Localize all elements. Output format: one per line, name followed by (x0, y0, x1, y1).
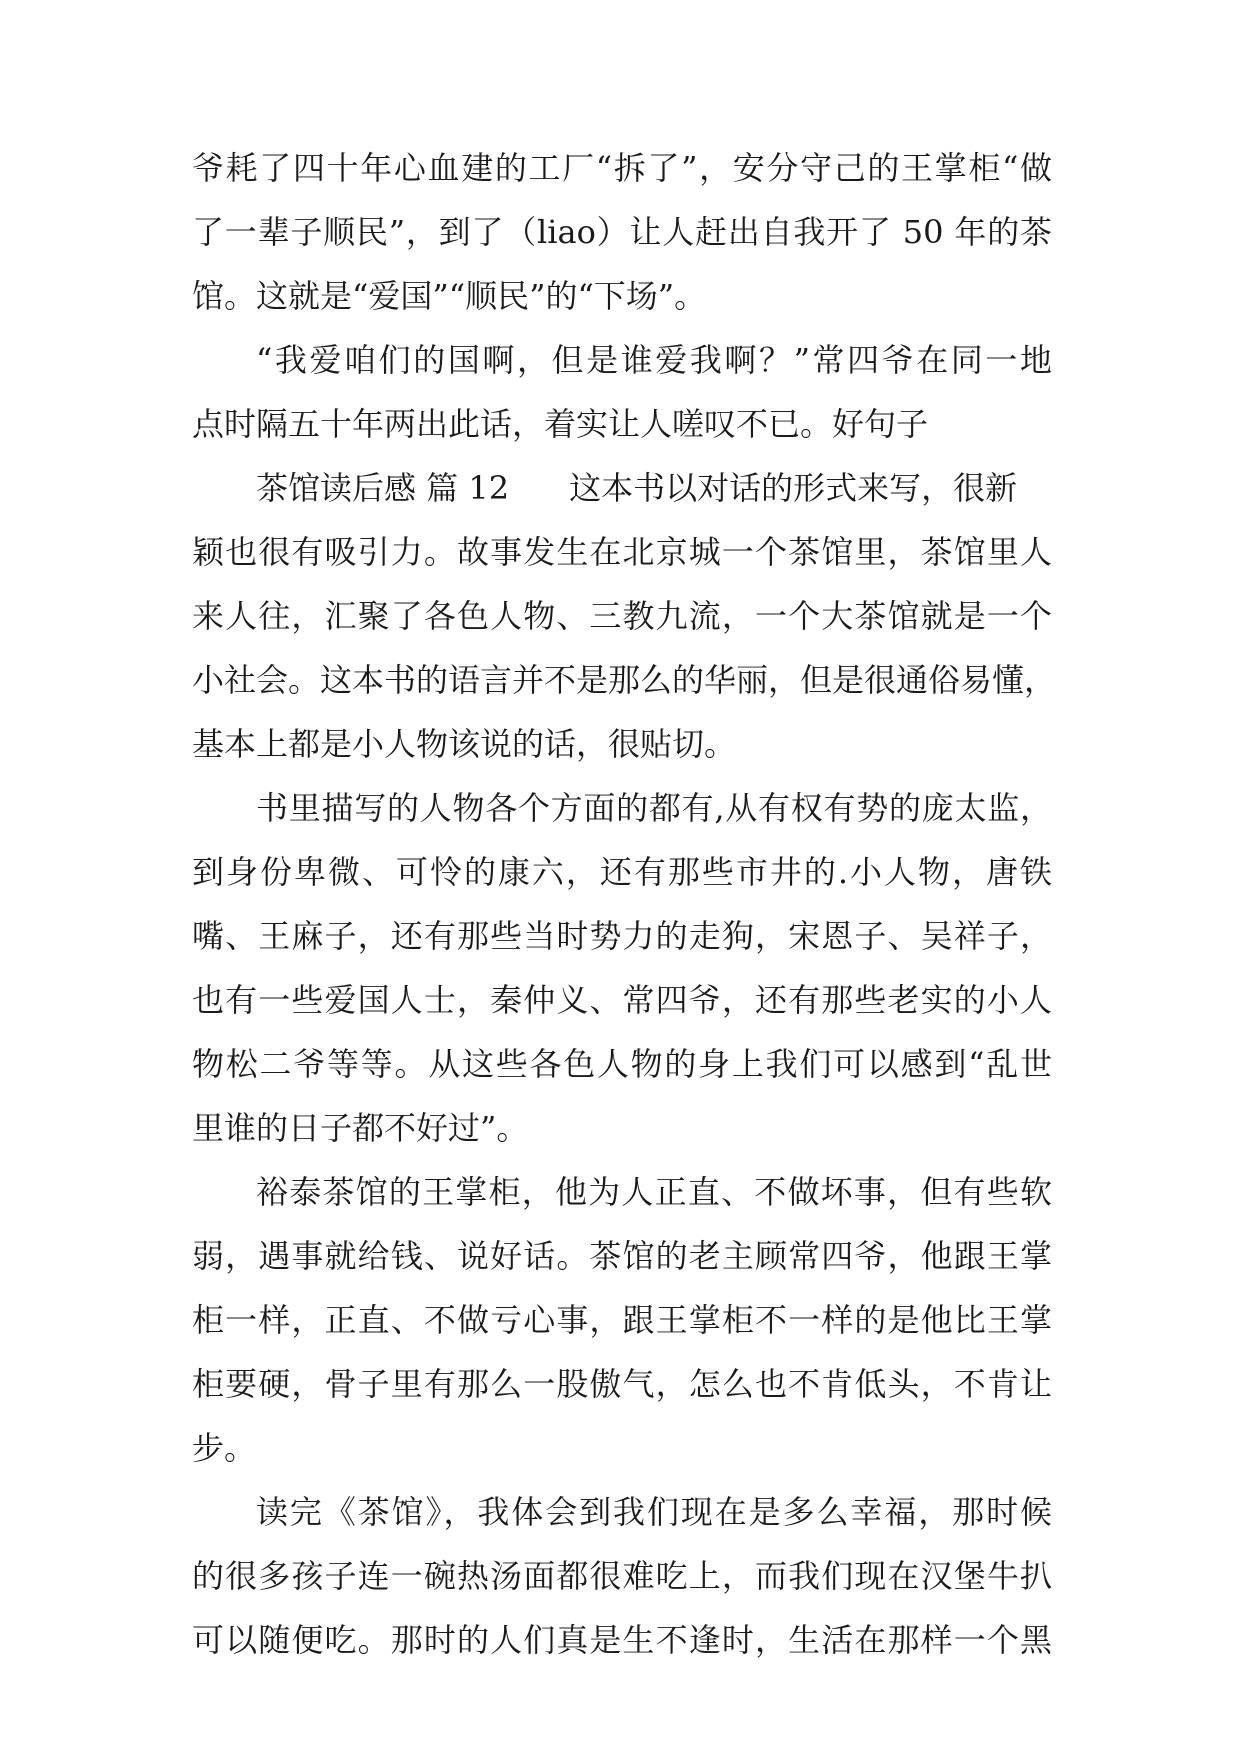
text-line: 物松二爷等等。从这些各色人物的身上我们可以感到“乱世 (192, 1045, 1052, 1083)
text-line: 柜要硬，骨子里有那么一股傲气，怎么也不肯低头，不肯让 (192, 1365, 1052, 1403)
text-line: 嘴、王麻子，还有那些当时势力的走狗，宋恩子、吴祥子， (192, 917, 1052, 955)
text-line: 点时隔五十年两出此话，着实让人嗟叹不已。好句子 (192, 405, 929, 443)
paragraph-first-line: 书里描写的人物各个方面的都有,从有权有势的庞太监， (256, 789, 1052, 827)
text-line: 到身份卑微、可怜的康六，还有那些市井的.小人物，唐铁 (192, 853, 1052, 891)
text-line: 也有一些爱国人士，秦仲义、常四爷，还有那些老实的小人 (192, 981, 1052, 1019)
paragraph-first-line: 读完《茶馆》，我体会到我们现在是多么幸福，那时候 (256, 1493, 1052, 1531)
text-line: 柜一样，正直、不做亏心事，跟王掌柜不一样的是他比王掌 (192, 1301, 1052, 1339)
text-line: 可以随便吃。那时的人们真是生不逢时，生活在那样一个黑 (192, 1621, 1052, 1659)
section-heading: 茶馆读后感 篇 12 (256, 469, 510, 507)
text-line: 步。 (192, 1429, 257, 1467)
text-line: 馆。这就是“爱国”“顺民”的“下场”。 (192, 277, 707, 315)
text-line: 小社会。这本书的语言并不是那么的华丽，但是很通俗易懂， (192, 661, 1057, 699)
text-line: 颖也很有吸引力。故事发生在北京城一个茶馆里，茶馆里人 (192, 533, 1052, 571)
text-line: 的很多孩子连一碗热汤面都很难吃上，而我们现在汉堡牛扒 (192, 1557, 1052, 1595)
text-line: 这本书以对话的形式来写，很新 (569, 469, 1018, 507)
paragraph-first-line: “我爱咱们的国啊，但是谁爱我啊？”常四爷在同一地 (256, 341, 1052, 379)
paragraph-first-line: 裕泰茶馆的王掌柜，他为人正直、不做坏事，但有些软 (256, 1173, 1052, 1211)
text-line: 弱，遇事就给钱、说好话。茶馆的老主顾常四爷，他跟王掌 (192, 1237, 1052, 1275)
section-heading-line (256, 456, 1052, 520)
text-line: 了一辈子顺民”，到了（liao）让人赶出自我开了 50 年的茶 (192, 213, 1052, 251)
text-line: 里谁的日子都不好过”。 (192, 1109, 529, 1147)
text-line: 基本上都是小人物该说的话，很贴切。 (192, 725, 737, 763)
text-line: 爷耗了四十年心血建的工厂“拆了”，安分守己的王掌柜“做 (192, 149, 1052, 187)
text-line: 来人往，汇聚了各色人物、三教九流，一个大茶馆就是一个 (192, 597, 1052, 635)
